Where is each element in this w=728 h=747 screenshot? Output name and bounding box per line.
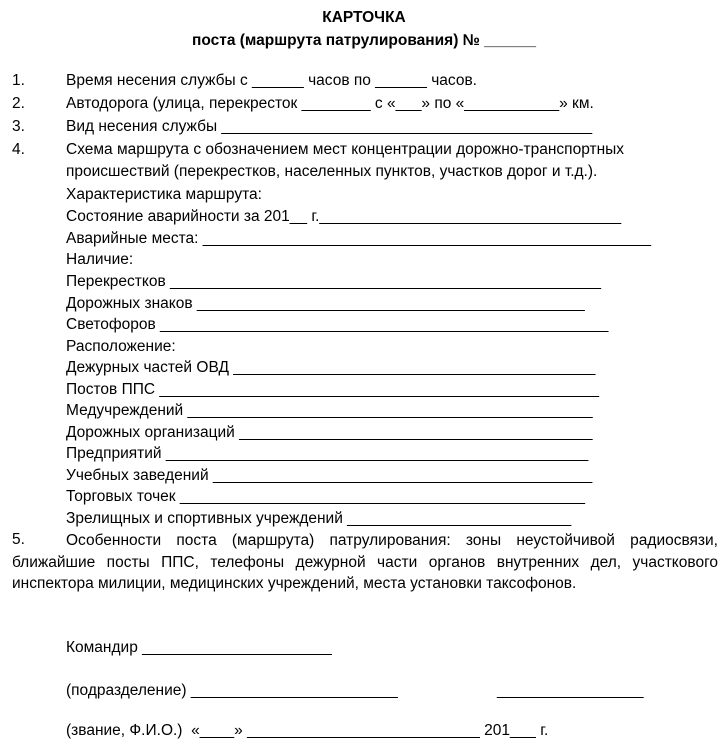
- route-line: Характеристика маршрута:: [66, 186, 262, 203]
- signature-unit: (подразделение) ________________________: [66, 682, 398, 699]
- item-number: 4.: [12, 141, 25, 158]
- item-service-type: Вид несения службы ___________________________________________: [66, 118, 593, 135]
- route-line: Медучреждений _______________________________________________: [66, 402, 593, 419]
- item-number: 1.: [12, 72, 25, 89]
- item-number: 3.: [12, 118, 25, 135]
- item-route-scheme: Схема маршрута с обозначением мест концентрации дорожно-транспортных: [66, 141, 625, 158]
- signature-rank-date: (звание, Ф.И.О.) «____» ___________________________ 201___ г.: [66, 722, 549, 739]
- item-number: 2.: [12, 95, 25, 112]
- document-subtitle: поста (маршрута патрулирования) № ______: [191, 32, 536, 49]
- document-title: КАРТОЧКА: [322, 9, 406, 26]
- route-line: Расположение:: [66, 338, 176, 355]
- route-line: Предприятий _________________________________________________: [66, 445, 589, 462]
- signature-commander: Командир ______________________: [66, 639, 332, 656]
- route-line: Дежурных частей ОВД __________________________________________: [66, 359, 596, 376]
- route-line: Торговых точек _______________________________________________: [66, 488, 586, 505]
- route-line: Перекрестков __________________________________________________: [66, 273, 602, 290]
- item-post-features: Особенности поста (маршрута) патрулирования: зоны неустойчивой радиосвязи, ближайшие посты ППС, телефоны дежурной части органов внутренних дел, участкового инспектора милиции, медицинских учреждений, места установки таксофонов.: [12, 532, 718, 592]
- route-line: Зрелищных и спортивных учреждений __________________________: [66, 510, 572, 527]
- signature-unit-blank: _________________: [497, 682, 644, 699]
- route-line: Аварийные места: ____________________________________________________: [66, 230, 652, 247]
- item-service-time: Время несения службы с ______ часов по ______ часов.: [66, 72, 477, 89]
- item-route-scheme-continuation: происшествий (перекрестков, населенных пунктов, участков дорог и т.д.).: [66, 163, 598, 180]
- route-line: Дорожных организаций _________________________________________: [66, 424, 593, 441]
- item-road: Автодорога (улица, перекресток ________ с «___» по «___________» км.: [66, 95, 594, 112]
- route-line: Учебных заведений ____________________________________________: [66, 467, 593, 484]
- route-line: Дорожных знаков _____________________________________________: [66, 295, 585, 312]
- route-line: Наличие:: [66, 251, 134, 268]
- item-number: 5.: [12, 531, 25, 548]
- route-line: Состояние аварийности за 201__ г.___________________________________: [66, 208, 622, 225]
- route-line: Постов ППС ___________________________________________________: [66, 381, 600, 398]
- route-line: Светофоров ____________________________________________________: [66, 316, 609, 333]
